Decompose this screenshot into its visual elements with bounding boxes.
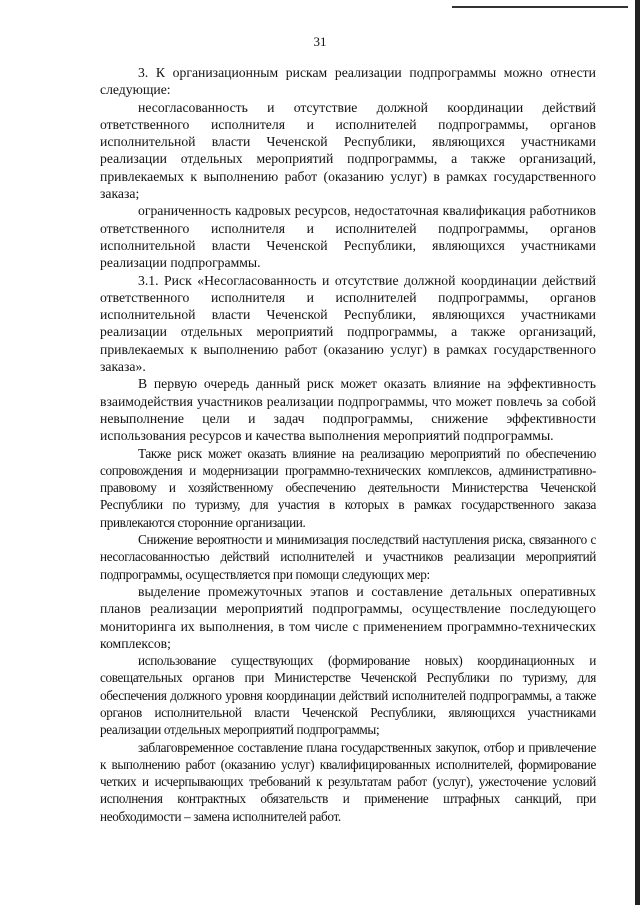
paragraph-organizational-risks-intro: 3. К организационным рискам реализации подпрограммы можно отнести следующие: [100,65,596,98]
paragraph-measure-procurement: заблаговременное составление плана государственных закупок, отбор и привлечение к выполнению работ (оказанию услуг) квалифицированных исполнителей, формирование четких и исчерпывающих требований к результатам работ (услуг), ужесточение условий исполнения контрактных обязательств и применение штрафных санкций, при необходимости – замена исполнителей работ. [100,739,596,824]
document-body [100,64,596,825]
paragraph-measure-coordination-bodies: использование существующих (формирование новых) координационных и совещательных органов при Министерстве Чеченской Республики по туризму, для обеспечения должного уровня координации действий исполнителей подпрограммы, а также органов исполнительной власти Чеченской Республики, являющихся участниками реализации отдельных мероприятий подпрограммы; [100,653,596,738]
top-rule [452,6,628,8]
paragraph-risk-limited-staff: ограниченность кадровых ресурсов, недостаточная квалификация работников ответственного исполнителя и исполнителей подпрограммы, органов исполнительной власти Чеченской Республики, являющихся участниками реализации подпрограммы. [100,203,596,271]
paragraph-measure-stages: выделение промежуточных этапов и составление детальных оперативных планов реализации мероприятий подпрограммы, осуществление последующего мониторинга их выполнения, в том числе с применением программно-технических комплексов; [100,583,596,651]
page-edge-shadow [635,0,640,905]
paragraph-risk-mitigation-intro: Снижение вероятности и минимизация последствий наступления риска, связанного с несогласованностью действий исполнителей и участников реализации мероприятий подпрограммы, осуществляется при помощи следующих мер: [100,532,596,582]
page-number: 31 [313,34,327,49]
paragraph-risk-lack-of-coordination: несогласованность и отсутствие должной координации действий ответственного исполнителя и исполнителей подпрограммы, органов исполнительной власти Чеченской Республики, являющихся участниками реализации отдельных мероприятий подпрограммы, а также организаций, привлекаемых к выполнению работ (оказанию услуг) в рамках государственного заказа; [100,99,596,202]
paragraph-risk-impact: В первую очередь данный риск может оказать влияние на эффективность взаимодействия участников реализации подпрограммы, что может повлечь за собой невыполнение цели и задач подпрограммы, снижение эффективности использования ресурсов и качества выполнения мероприятий подпрограммы. [100,376,596,444]
paragraph-risk-impact-measures: Также риск может оказать влияние на реализацию мероприятий по обеспечению сопровождения и модернизации программно-технических комплексов, административно-правовому и хозяйственному обеспечению деятельности Министерства Чеченской Республики по туризму, для участия в которых в рамках государственного заказа привлекаются сторонние организации. [100,445,596,530]
paragraph-risk-3-1: 3.1. Риск «Несогласованность и отсутствие должной координации действий ответственного исполнителя и исполнителей подпрограммы, органов исполнительной власти Чеченской Республики, являющихся участниками реализации отдельных мероприятий подпрограммы, а также организаций, привлекаемых к выполнению работ (оказанию услуг) в рамках государственного заказа». [100,272,596,375]
